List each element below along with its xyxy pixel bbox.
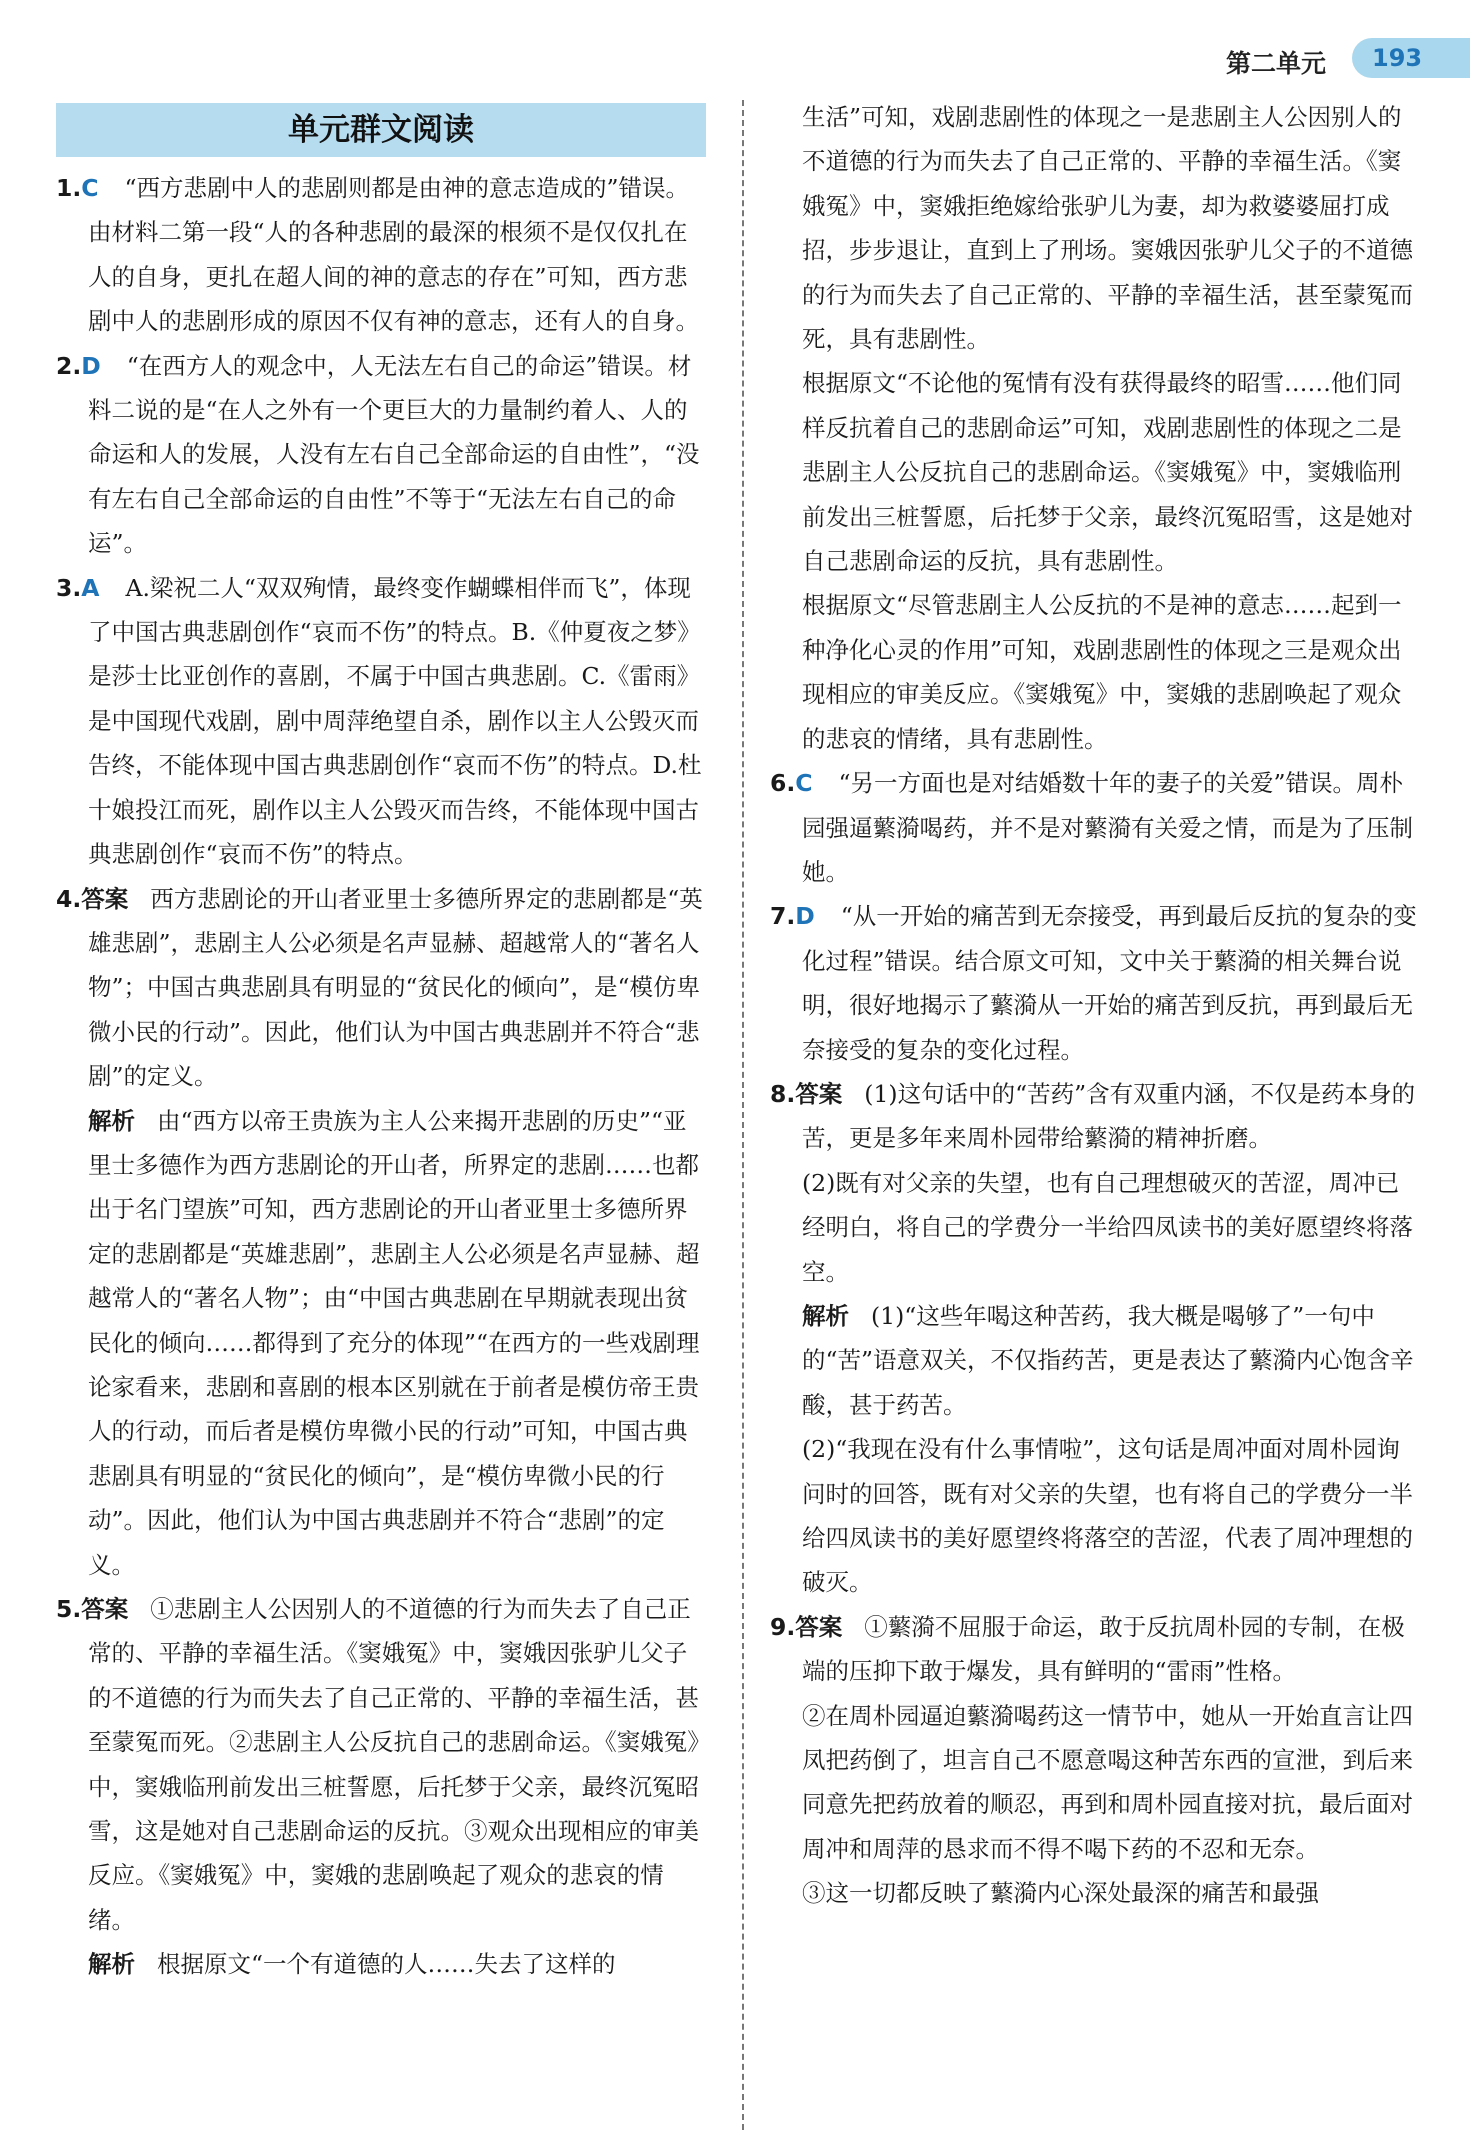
question-number: 7.	[770, 902, 796, 931]
answer-text: 由“西方以帝王贵族为主人公来揭开悲剧的历史”“亚里士多德作为西方悲剧论的开山者，所界定的悲剧……也都出于名门望族”可知，西方悲剧论的开山者亚里士多德所界定的悲剧都是“英雄悲剧”，悲剧主人公必须是名声显赫、超越常人的“著名人物”；由“中国古典悲剧在早期就表现出贫民化的倾向……都得到了充分的体现”“在西方的一些戏剧理论家看来，悲剧和喜剧的根本区别就在于前者是模仿帝王贵人的行动，而后者是模仿卑微小民的行动”可知，中国古典悲剧具有明显的“贫民化的倾向”，是“模仿卑微小民的行动”。因此，他们认为中国古典悲剧并不符合“悲剧”的定义。	[88, 1106, 700, 1579]
answer-text: (1)这句话中的“苦药”含有双重内涵，不仅是药本身的苦，更是多年来周朴园带给蘩漪的精神折磨。	[802, 1079, 1416, 1153]
answer-tag: 答案	[81, 884, 129, 913]
answer-tag: 答案	[795, 1612, 843, 1641]
page-number: 193	[1372, 44, 1423, 72]
answer-item	[770, 761, 1420, 894]
answer-text: 根据原文“一个有道德的人……失去了这样的	[157, 1950, 616, 1979]
question-number: 8.	[770, 1079, 796, 1108]
answer-paragraph	[770, 1694, 1420, 1872]
answer-paragraph	[770, 583, 1420, 761]
answer-text: 生活”可知，戏剧悲剧性的体现之一是悲剧主人公因别人的不道德的行为而失去了自己正常的、平静的幸福生活。《窦娥冤》中，窦娥拒绝嫁给张驴儿为妻，却为救婆婆屈打成招，步步退让，直到上了刑场。窦娥因张驴儿父子的不道德的行为而失去了自己正常的、平静的幸福生活，甚至蒙冤而死，具有悲剧性。	[802, 103, 1413, 354]
unit-label: 第二单元	[1226, 49, 1327, 78]
answer-text: (2)既有对父亲的失望，也有自己理想破灭的苦涩，周冲已经明白，将自己的学费分一半给四凤读书的美好愿望终将落空。	[802, 1168, 1413, 1286]
answer-text: A.梁祝二人“双双殉情，最终变作蝴蝶相伴而飞”，体现了中国古典悲剧创作“哀而不伤”的特点。B.《仲夏夜之梦》是莎士比亚创作的喜剧，不属于中国古典悲剧。C.《雷雨》是中国现代戏剧，剧中周萍绝望自杀，剧作以主人公毁灭而告终，不能体现中国古典悲剧创作“哀而不伤”的特点。D.杜十娘投江而死，剧作以主人公毁灭而告终，不能体现中国古典悲剧创作“哀而不伤”的特点。	[88, 573, 702, 869]
answer-text: “西方悲剧中人的悲剧则都是由神的意志造成的”错误。由材料二第一段“人的各种悲剧的最深的根须不是仅仅扎在人的自身，更扎在超人间的神的意志的存在”可知，西方悲剧中人的悲剧形成的原因不仅有神的意志，还有人的自身。	[88, 174, 699, 336]
question-number: 5.	[56, 1595, 82, 1623]
answer-paragraph	[770, 361, 1420, 583]
answer-item	[770, 1072, 1420, 1161]
answer-paragraph	[770, 95, 1420, 361]
answer-tag: 解析	[88, 1106, 135, 1135]
question-number: 1.	[56, 174, 82, 202]
answer-tag: 解析	[88, 1950, 135, 1979]
answer-letter: C	[795, 769, 813, 798]
answer-text: “另一方面也是对结婚数十年的妻子的关爱”错误。周朴园强逼蘩漪喝药，并不是对蘩漪有关爱之情，而是为了压制她。	[802, 769, 1413, 886]
answer-item	[56, 877, 706, 1099]
answer-item	[56, 566, 706, 877]
answer-text: (1)“这些年喝这种苦药，我大概是喝够了”一句中的“苦”语意双关，不仅指药苦，更是表达了蘩漪内心饱含辛酸，甚于药苦。	[802, 1301, 1414, 1419]
right-column	[770, 95, 1420, 1916]
answer-letter: C	[81, 174, 99, 202]
answer-item	[56, 344, 706, 566]
answer-text: 西方悲剧论的开山者亚里士多德所界定的悲剧都是“英雄悲剧”，悲剧主人公必须是名声显赫、超越常人的“著名人物”；中国古典悲剧具有明显的“贫民化的倾向”，是“模仿卑微小民的行动”。因此，他们认为中国古典悲剧并不符合“悲剧”的定义。	[88, 884, 703, 1091]
question-number: 4.	[56, 884, 82, 913]
answer-paragraph	[770, 1294, 1420, 1427]
answer-text: ①悲剧主人公因别人的不道德的行为而失去了自己正常的、平静的幸福生活。《窦娥冤》中，窦娥因张驴儿父子的不道德的行为而失去了自己正常的、平静的幸福生活，甚至蒙冤而死。②悲剧主人公反抗自己的悲剧命运。《窦娥冤》中，窦娥临刑前发出三桩誓愿，后托梦于父亲，最终沉冤昭雪，这是她对自己悲剧命运的反抗。③观众出现相应的审美反应。《窦娥冤》中，窦娥的悲剧唤起了观众的悲哀的情绪。	[88, 1595, 699, 1934]
answer-text: ③这一切都反映了蘩漪内心深处最深的痛苦和最强	[802, 1879, 1319, 1908]
answer-tag: 解析	[802, 1301, 849, 1330]
question-number: 6.	[770, 769, 796, 798]
answer-text: ②在周朴园逼迫蘩漪喝药这一情节中，她从一开始直言让四凤把药倒了，坦言自己不愿意喝这种苦东西的宣泄，到后来同意先把药放着的顺忍，再到和周朴园直接对抗，最后面对周冲和周萍的恳求而不得不喝下药的不忍和无奈。	[802, 1701, 1413, 1863]
question-number: 2.	[56, 351, 82, 380]
column-divider	[742, 100, 744, 2130]
answer-item	[56, 1587, 706, 1942]
answer-paragraph	[770, 1427, 1420, 1605]
answer-paragraph	[56, 1942, 706, 1986]
answer-text: 根据原文“不论他的冤情有没有获得最终的昭雪……他们同样反抗着自己的悲剧命运”可知，戏剧悲剧性的体现之二是悲剧主人公反抗自己的悲剧命运。《窦娥冤》中，窦娥临刑前发出三桩誓愿，后托梦于父亲，最终沉冤昭雪，这是她对自己悲剧命运的反抗，具有悲剧性。	[802, 369, 1413, 576]
answer-paragraph	[770, 1161, 1420, 1294]
question-number: 3.	[56, 573, 82, 602]
answer-tag: 答案	[81, 1595, 129, 1623]
answer-letter: A	[81, 573, 100, 602]
question-number: 9.	[770, 1612, 796, 1641]
answer-paragraph	[770, 1871, 1420, 1915]
answer-item	[770, 894, 1420, 1072]
answer-text: 根据原文“尽管悲剧主人公反抗的不是神的意志……起到一种净化心灵的作用”可知，戏剧悲剧性的体现之三是观众出现相应的审美反应。《窦娥冤》中，窦娥的悲剧唤起了观众的悲哀的情绪，具有悲剧性。	[802, 591, 1402, 753]
answer-letter: D	[81, 351, 101, 380]
answer-text: “从一开始的痛苦到无奈接受，再到最后反抗的复杂的变化过程”错误。结合原文可知，文中关于蘩漪的相关舞台说明，很好地揭示了蘩漪从一开始的痛苦到反抗，再到最后无奈接受的复杂的变化过程。	[802, 902, 1417, 1064]
answer-item	[56, 166, 706, 344]
answer-tag: 答案	[795, 1079, 843, 1108]
section-title: 单元群文阅读	[56, 103, 706, 157]
answer-paragraph	[56, 1099, 706, 1587]
answer-text: ①蘩漪不屈服于命运，敢于反抗周朴园的专制，在极端的压抑下敢于爆发，具有鲜明的“雷雨”性格。	[802, 1612, 1405, 1686]
answer-letter: D	[795, 902, 815, 931]
left-column	[56, 166, 706, 1987]
answer-text: “在西方人的观念中，人无法左右自己的命运”错误。材料二说的是“在人之外有一个更巨大的力量制约着人、人的命运和人的发展，人没有左右自己全部命运的自由性”，“没有左右自己全部命运的自由性”不等于“无法左右自己的命运”。	[88, 351, 700, 558]
answer-text: (2)“我现在没有什么事情啦”，这句话是周冲面对周朴园询问时的回答，既有对父亲的失望，也有将自己的学费分一半给四凤读书的美好愿望终将落空的苦涩，代表了周冲理想的破灭。	[802, 1435, 1413, 1597]
answer-item	[770, 1605, 1420, 1694]
